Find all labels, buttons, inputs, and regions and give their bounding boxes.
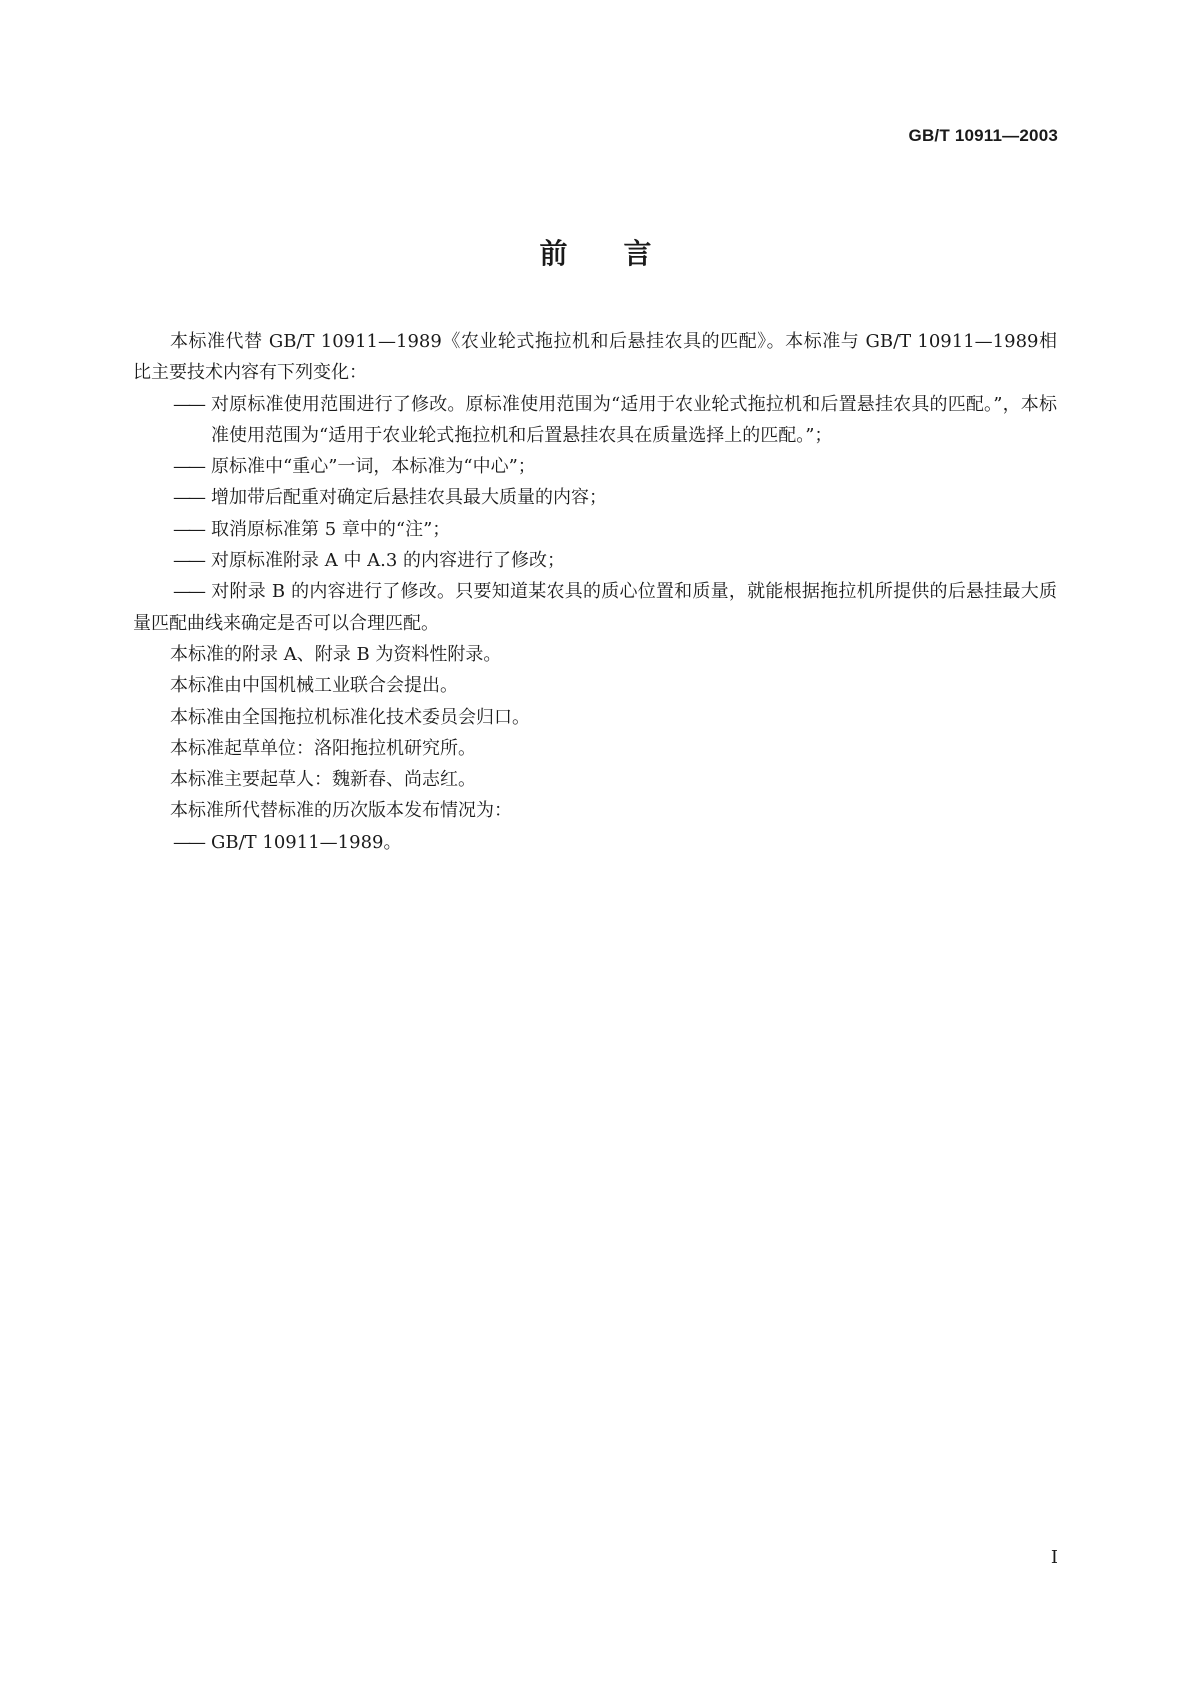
change-item-text: 取消原标准第 5 章中的“注”； <box>211 518 451 540</box>
change-item-text: 对原标准附录 A 中 A.3 的内容进行了修改； <box>211 550 566 572</box>
statement-appendix: 本标准的附录 A、附录 B 为资料性附录。 <box>170 643 502 665</box>
foreword-body <box>133 326 1057 858</box>
statement-committee: 本标准由全国拖拉机标准化技术委员会归口。 <box>170 706 530 728</box>
change-item-2 <box>133 451 1057 482</box>
dash-marker: —— <box>173 518 203 540</box>
change-item-text: 原标准中“重心”一词，本标准为“中心”； <box>211 456 536 478</box>
statement-history: 本标准所代替标准的历次版本发布情况为： <box>170 800 512 822</box>
change-item-1 <box>133 389 1057 452</box>
dash-marker: —— <box>173 456 203 478</box>
change-item-3 <box>133 482 1057 513</box>
intro-paragraph: 本标准代替 GB/T 10911—1989《农业轮式拖拉机和后悬挂农具的匹配》。本标准与 GB/T 10911—1989相比主要技术内容有下列变化： <box>133 331 1057 384</box>
change-item-text: 对原标准使用范围进行了修改。原标准使用范围为“适用于农业轮式拖拉机和后置悬挂农具的匹配。”，本标准使用范围为“适用于农业轮式拖拉机和后置悬挂农具在质量选择上的匹配。”； <box>211 393 1057 446</box>
dash-marker: —— <box>173 550 203 572</box>
standard-code: GB/T 10911—2003 <box>908 126 1058 145</box>
change-item-text: 对附录 B 的内容进行了修改。只要知道某农具的质心位置和质量，就能根据拖拉机所提供的后悬挂最大质量匹配曲线来确定是否可以合理匹配。 <box>133 581 1057 634</box>
page-number: I <box>1050 1547 1058 1568</box>
statement-proposer: 本标准由中国机械工业联合会提出。 <box>170 675 458 697</box>
history-item-text: GB/T 10911—1989。 <box>211 831 402 853</box>
history-item <box>133 827 1057 858</box>
statement-drafters: 本标准主要起草人：魏新春、尚志红。 <box>170 769 476 791</box>
change-item-text: 增加带后配重对确定后悬挂农具最大质量的内容； <box>211 487 607 509</box>
dash-marker: —— <box>173 487 203 509</box>
dash-marker: —— <box>173 393 203 415</box>
change-item-5 <box>133 545 1057 576</box>
page-title: 前言 <box>539 237 708 270</box>
statement-drafting-unit: 本标准起草单位：洛阳拖拉机研究所。 <box>170 737 476 759</box>
change-item-4 <box>133 514 1057 545</box>
change-item-6 <box>133 576 1057 639</box>
dash-marker: —— <box>173 831 203 853</box>
dash-marker: —— <box>173 581 203 603</box>
